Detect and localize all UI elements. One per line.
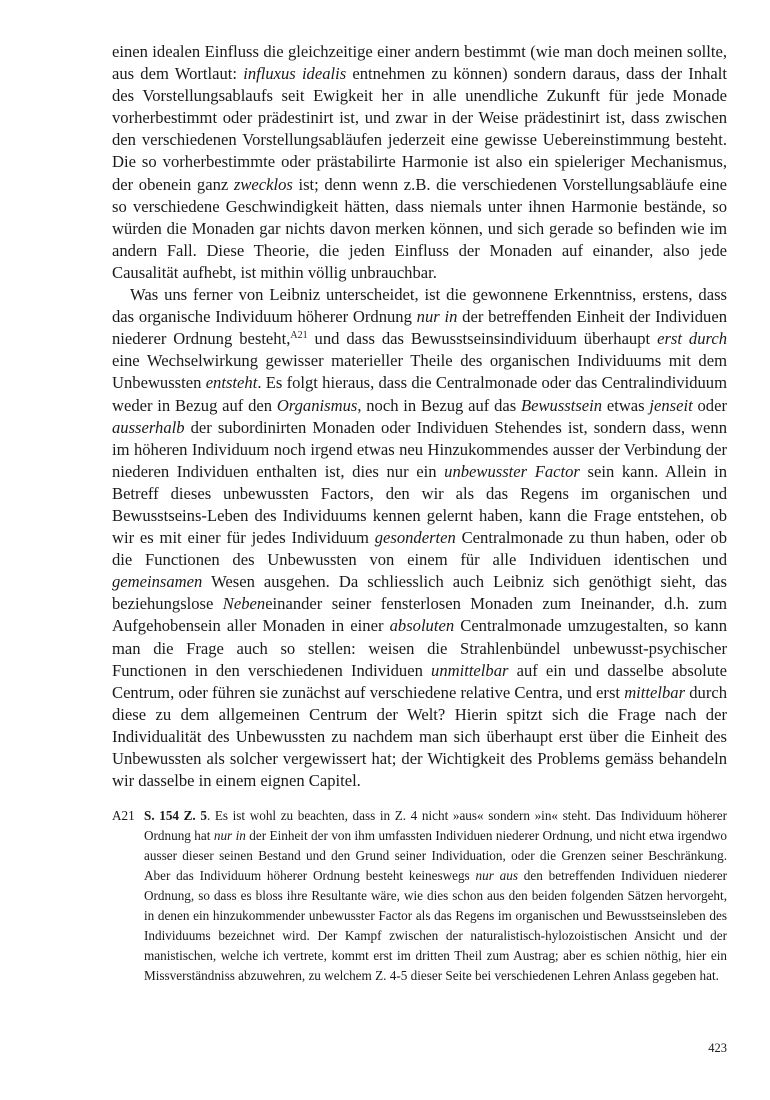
text-run: oder xyxy=(692,395,727,415)
text-run: einen idealen Einfluss die gleichzeitige einer andern bestimmt (wie man doch meinen sollte, aus dem Wortlaut: xyxy=(112,42,727,84)
text-run: entnehmen zu können) sondern daraus, dass der Inhalt des Vorstellungsablaufs seit Ewigkeit her in alle unendliche Zukunft für jede Monade vorherbestimmt oder prädestinirt ist, und zwar in der Weise prädestinirt ist, dass zwischen den verschiedenen Vorstellungsabläufen jederzeit eine gewisse Uebereinstimmung besteht. Die so vorherbestimmte oder prästabilirte Harmonie ist also ein spieleriger Mechanismus, der obenein ganz xyxy=(112,64,727,194)
text-run: Wesen ausgehen. Da schliesslich auch Leibniz sich genöthigt sieht, das beziehungslose xyxy=(112,572,727,614)
text-run: sein kann. Allein in Betreff dieses unbewussten Factors, den wir als das Regens im organischen und Bewusstseins-Leben des Individuums kennen gelernt haben, kann die Frage entstehen, ob wir es mit einer für jedes Individuum xyxy=(112,461,727,548)
text-run: auf ein und dasselbe absolute Centrum, oder führen sie zunächst auf verschiedene relative Centra, und erst xyxy=(112,660,727,702)
italic-run: influxus idealis xyxy=(243,64,347,84)
italic-run: Bewusstsein xyxy=(520,395,603,415)
italic-run: erst durch xyxy=(657,329,727,349)
italic-run: unbewusster Factor xyxy=(444,461,580,481)
endnote-reference: S. 154 Z. 5 xyxy=(144,808,207,823)
text-run: durch diese zu dem allgemeinen Centrum der Welt? Hierin spitzt sich die Frage nach der Individualität des Unbewussten zu nachdem man sich überhaupt erst über die Einheit des Unbewussten als solcher vergewissert hat; der Wichtigkeit des Problems gemäss behandeln wir dasselbe in einem eignen Capitel. xyxy=(112,682,728,791)
paragraph xyxy=(112,284,727,792)
text-run: ist; denn wenn z.B. die verschiedenen Vorstellungsabläufe eine so verschiedene Geschwindigkeit hätten, dass niemals unter ihnen Harmonie bestände, so würden die Monaden gar nichts davon merken können, und sich gerade so befinden wie im andern Fall. Diese Theorie, die jeden Einfluss der Monaden auf einander, also jede Causalität aufhebt, ist mithin völlig unbrauchbar. xyxy=(112,174,727,282)
text-run: , noch in Bezug auf das xyxy=(357,395,521,415)
footnote-ref[interactable]: A21 xyxy=(290,330,308,342)
text-run: . Es folgt hieraus, dass die Centralmonade oder das Centralindividuum weder in Bezug auf den xyxy=(112,373,728,415)
italic-run: gesonderten xyxy=(374,528,456,548)
text-run: . Es ist wohl zu beachten, dass in Z. 4 nicht »aus« sondern »in« steht. Das Individuum höherer Ordnung hat xyxy=(144,808,727,843)
italic-run: zwecklos xyxy=(233,174,293,194)
page-number: 423 xyxy=(708,1041,727,1055)
italic-run: nur aus xyxy=(475,868,518,883)
text-run: einander seiner fensterlosen Monaden zum Ineinander, d.h. zum Aufgehobensein aller Monaden in einer xyxy=(112,594,727,636)
italic-run: gemeinsamen xyxy=(112,572,203,592)
text-run: eine Wechselwirkung gewisser materieller Theile des organischen Individuums mit dem Unbewussten xyxy=(112,351,727,393)
italic-run: nur in xyxy=(416,307,458,327)
endnotes xyxy=(112,806,727,986)
text-run: Centralmonade zu thun haben, oder ob die Functionen des Unbewussten von einem für alle Individuen identischen und xyxy=(112,528,727,570)
endnote-a21 xyxy=(112,806,727,986)
text-run: der Einheit der von ihm umfassten Individuen niederer Ordnung, und nicht etwa irgendwo ausser dieser seinen Bestand und den Grund seiner Individuation, oder die Grenzen seiner Beschränkung. Aber das Individuum höherer Ordnung besteht keineswegs xyxy=(144,828,728,883)
italic-run: absoluten xyxy=(389,616,455,636)
italic-run: jenseit xyxy=(649,395,693,415)
paragraph xyxy=(112,41,727,284)
text-run: der betreffenden Einheit der Individuen niederer Ordnung besteht, xyxy=(112,307,727,349)
italic-run: nur in xyxy=(213,828,246,843)
italic-run: Neben xyxy=(222,594,266,614)
text-run: Was uns ferner von Leibniz unterscheidet, ist die gewonnene Erkenntniss, erstens, dass das organische Individuum höherer Ordnung xyxy=(112,285,727,327)
italic-run: ausserhalb xyxy=(112,417,185,437)
text-run: etwas xyxy=(602,395,650,415)
endnote-label: A21 xyxy=(112,808,135,823)
main-text xyxy=(112,41,727,792)
text-run: den betreffenden Individuen niederer Ordnung, so dass es bloss ihre Resultante wäre, wie dies schon aus den beiden folgenden Sätzen hervorgeht, in denen ein hinzukommender unbewusster Factor als das Regens im organischen und Bewusstseinsleben des Individuums bezeichnet wird. Der Kampf zwischen der naturalistisch-hylozoistischen Ansicht und der manistischen, welche ich vertrete, kommt erst im dritten Theil zum Austrag; aber es schien nöthig, hier ein Missverständniss abzuwehren, zu welchem Z. 4-5 dieser Seite bei verschiedenen Lehren Anlass gegeben hat. xyxy=(144,868,727,983)
italic-run: Organismus xyxy=(276,395,358,415)
text-run: Centralmonade umzugestalten, so kann man die Frage auch so stellen: weisen die Strahlenbündel unbewusst-psychischer Functionen in den verschiedenen Individuen xyxy=(112,616,727,680)
text-run: und dass das Bewusstseinsindividuum überhaupt xyxy=(307,329,658,349)
italic-run: unmittelbar xyxy=(431,660,509,680)
endnote-body xyxy=(144,806,727,986)
italic-run: mittelbar xyxy=(624,682,686,702)
text-run: der subordinirten Monaden oder Individuen Stehendes ist, sondern dass, wenn im höheren Individuum noch irgend etwas neu Hinzukommendes ausser der Verbindung der niederen Individuen enthalten ist, dies nur ein xyxy=(112,417,727,481)
italic-run: entsteht xyxy=(205,373,258,393)
